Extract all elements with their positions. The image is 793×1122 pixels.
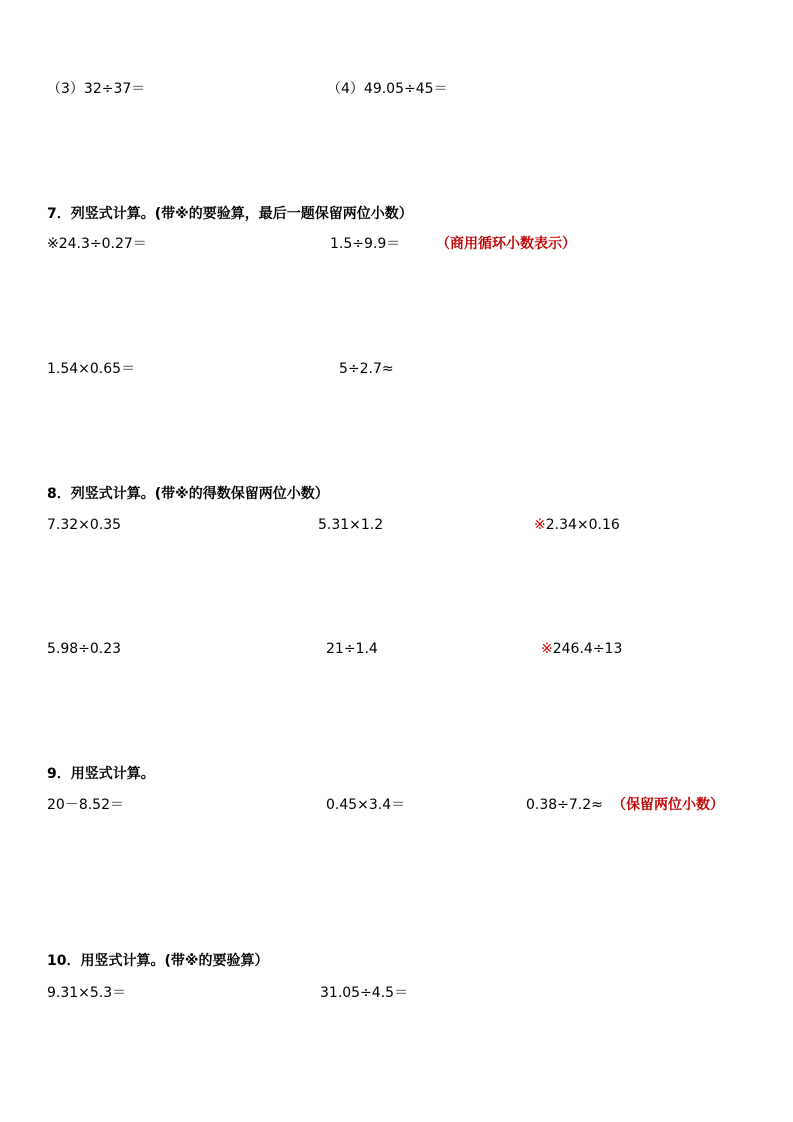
q8-item-6 bbox=[541, 640, 622, 658]
q9-heading: 9．用竖式计算。 bbox=[47, 766, 155, 782]
q8-heading: 8．列竖式计算。(带※的得数保留两位小数） bbox=[47, 486, 329, 502]
problem-3: （3）32÷37＝ bbox=[47, 81, 146, 97]
q8-item-3-text: 2.34×0.16 bbox=[545, 517, 620, 533]
q8-item-6-text: 246.4÷13 bbox=[552, 641, 623, 657]
q9-item-3: 0.38÷7.2≈ bbox=[526, 797, 603, 813]
q7-item-2: 1.5÷9.9＝ bbox=[330, 236, 401, 252]
q10-heading: 10．用竖式计算。(带※的要验算） bbox=[47, 953, 269, 969]
q8-item-4: 5.98÷0.23 bbox=[47, 641, 122, 657]
q8-item-2: 5.31×1.2 bbox=[318, 517, 384, 533]
q8-item-5: 21÷1.4 bbox=[326, 641, 378, 657]
q7-note: （商用循环小数表示） bbox=[436, 236, 576, 252]
q9-item-2: 0.45×3.4＝ bbox=[326, 797, 406, 813]
q8-item-1: 7.32×0.35 bbox=[47, 517, 122, 533]
q10-item-1: 9.31×5.3＝ bbox=[47, 985, 127, 1001]
q7-item-4: 5÷2.7≈ bbox=[339, 361, 394, 377]
reference-mark-icon: ※ bbox=[541, 641, 553, 657]
reference-mark-icon: ※ bbox=[534, 517, 546, 533]
q7-item-3: 1.54×0.65＝ bbox=[47, 361, 136, 377]
problem-4: （4）49.05÷45＝ bbox=[327, 81, 448, 97]
q7-item-1: ※24.3÷0.27＝ bbox=[47, 236, 147, 252]
q10-item-2: 31.05÷4.5＝ bbox=[320, 985, 409, 1001]
q8-item-3 bbox=[534, 516, 620, 534]
q7-heading: 7．列竖式计算。(带※的要验算，最后一题保留两位小数） bbox=[47, 206, 413, 222]
q9-note: （保留两位小数） bbox=[612, 797, 724, 813]
q9-item-1: 20－8.52＝ bbox=[47, 797, 124, 813]
